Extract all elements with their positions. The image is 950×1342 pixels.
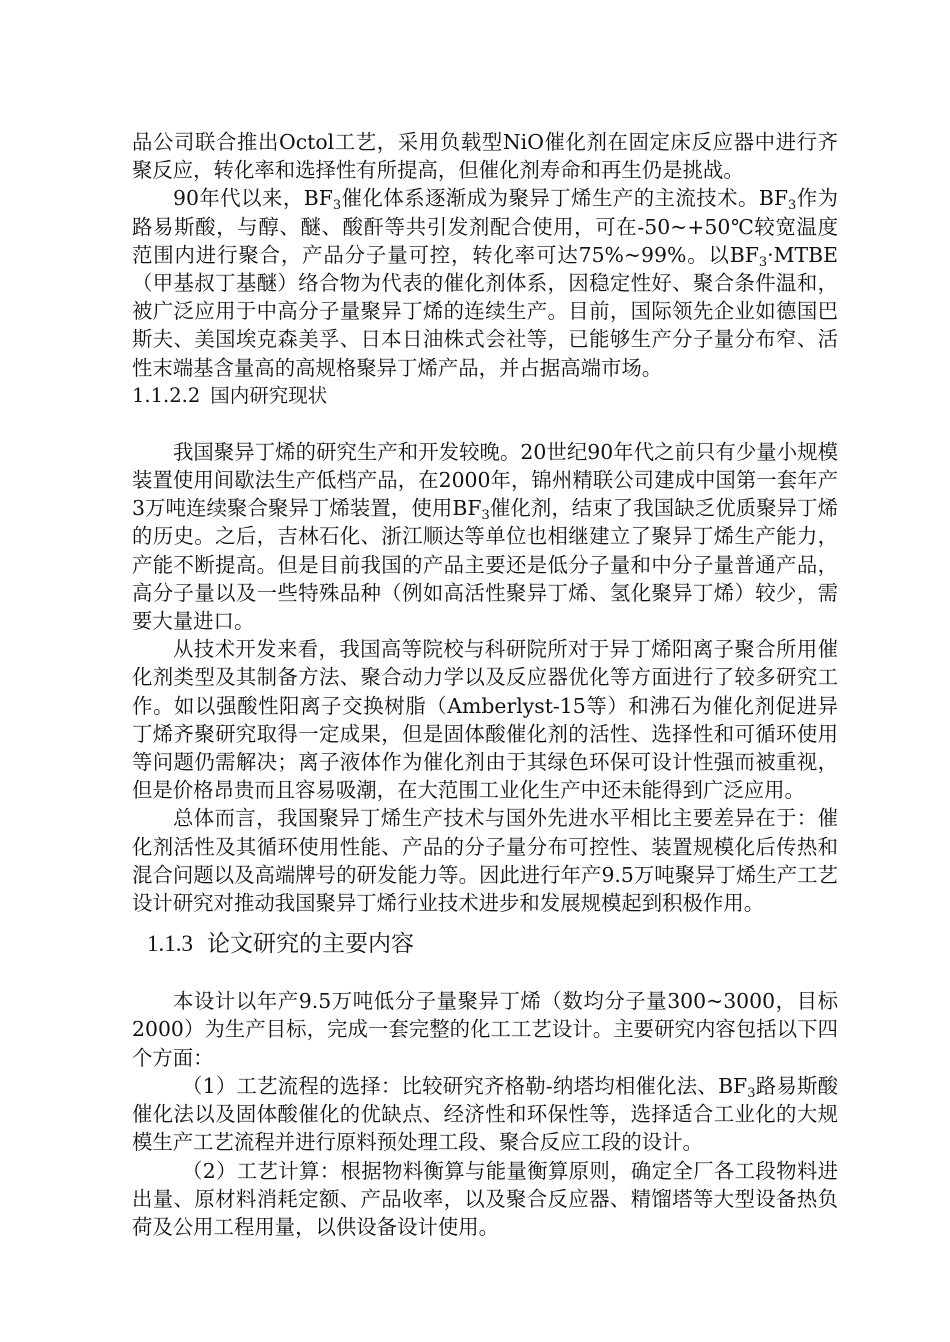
section-heading-domestic: 1.1.2.2 国内研究现状 [132, 383, 328, 407]
document-page [132, 128, 838, 1241]
list-item-process-calculation: （2）工艺计算：根据物料衡算与能量衡算原则，确定全厂各工段物料进出量、原材料消耗定额、产品收率，以及聚合反应器、精馏塔等大型设备热负荷及公用工程用量，以供设备设计使用。 [132, 1158, 838, 1239]
paragraph-domestic-history: 我国聚异丁烯的研究生产和开发较晚。20世纪90年代之前只有少量小规模装置使用间歇法生产低档产品，在2000年，锦州精联公司建成中国第一套年产3万吨连续聚合聚异丁烯装置，使用$BF_3$催化剂，结束了我国缺乏优质聚异丁烯的历史。之后，吉林石化、浙江顺达等单位也相继建立了聚异丁烯生产能力，产能不断提高。但是目前我国的产品主要还是低分子量和中分子量普通产品，高分子量以及一些特殊品种（例如高活性聚异丁烯、氢化聚异丁烯）较少，需要大量进口。 [132, 439, 839, 634]
list-item-process-selection: （1）工艺流程的选择：比较研究齐格勒-纳塔均相催化法、$BF_3$路易斯酸催化法以及固体酸催化的优缺点、经济性和环保性等，选择适合工业化的大规模生产工艺流程并进行原料预处理工段、聚合反应工段的设计。 [132, 1073, 839, 1155]
paragraph-octol: 品公司联合推出Octol工艺，采用负载型NiO催化剂在固定床反应器中进行齐聚反应，转化率和选择性有所提高，但催化剂寿命和再生仍是挑战。 [132, 130, 838, 183]
paragraph-design-goal: 本设计以年产9.5万吨低分子量聚异丁烯（数均分子量300~3000，目标2000）为生产目标，完成一套完整的化工工艺设计。主要研究内容包括以下四个方面： [132, 989, 838, 1070]
section-heading-main-content: 1.1.3 论文研究的主要内容 [147, 931, 414, 958]
paragraph-bf3-system: 90年代以来，$BF_3$催化体系逐渐成为聚异丁烯生产的主流技术。$BF_3$作为路易斯酸，与醇、醚、酸酐等共引发剂配合使用，可在-50~+50℃较宽温度范围内进行聚合，产品分子量可控，转化率可达75%~99%。以$BF_3\cdot MTBE$（甲基叔丁基醚）络合物为代表的催化剂体系，因稳定性好、聚合条件温和，被广泛应用于中高分子量聚异丁烯的连续生产。目前，国际领先企业如德国巴斯夫、美国埃克森美孚、日本日油株式会社等，已能够生产分子量分布窄、活性末端基含量高的高规格聚异丁烯产品，并占据高端市场。 [132, 186, 839, 380]
paragraph-tech-development: 从技术开发来看，我国高等院校与科研院所对于异丁烯阳离子聚合所用催化剂类型及其制备方法、聚合动力学以及反应器优化等方面进行了较多研究工作。如以强酸性阳离子交换树脂（Amberlyst-15等）和沸石为催化剂促进异丁烯齐聚研究取得一定成果，但是固体酸催化剂的活性、选择性和可循环使用等问题仍需解决；离子液体作为催化剂由于其绿色环保可设计性强而被重视，但是价格昂贵而且容易吸潮，在大范围工业化生产中还未能得到广泛应用。 [132, 637, 838, 803]
paragraph-summary: 总体而言，我国聚异丁烯生产技术与国外先进水平相比主要差异在于：催化剂活性及其循环使用性能、产品的分子量分布可控性、装置规模化后传热和混合问题以及高端牌号的研发能力等。因此进行年产9.5万吨聚异丁烯生产工艺设计研究对推动我国聚异丁烯行业技术进步和发展规模起到积极作用。 [132, 806, 838, 916]
